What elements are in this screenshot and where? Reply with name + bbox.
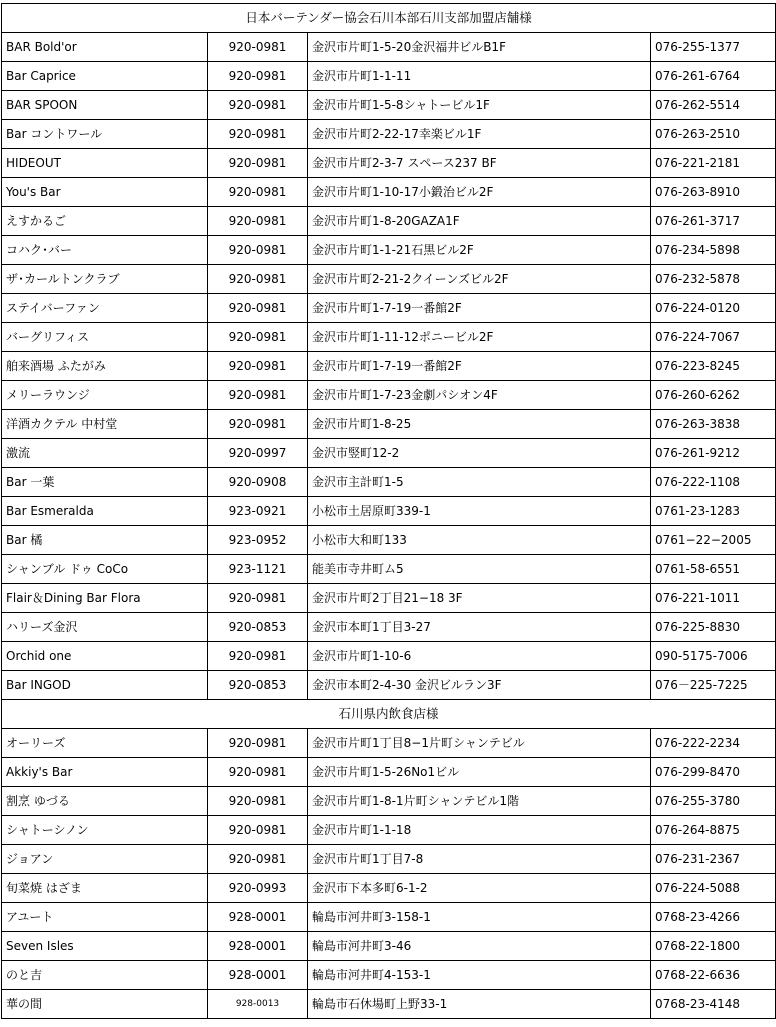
- address: 金沢市片町1-5-20金沢福井ビルB1F: [308, 33, 651, 62]
- store-name: Bar Caprice: [2, 62, 208, 91]
- postal-code: 920-0981: [208, 236, 308, 265]
- store-name: コハク･バー: [2, 236, 208, 265]
- phone-number: 076-221-2181: [651, 149, 776, 178]
- postal-code: 920-0853: [208, 671, 308, 700]
- table-row: [2, 265, 776, 294]
- store-name: 洋酒カクテル 中村堂: [2, 410, 208, 439]
- store-name: 華の間: [2, 990, 208, 1019]
- phone-number: 0761-58-6551: [651, 555, 776, 584]
- store-table: [1, 3, 776, 1019]
- table-row: [2, 33, 776, 62]
- store-name: Bar 一葉: [2, 468, 208, 497]
- phone-number: 076-234-5898: [651, 236, 776, 265]
- table-row: [2, 758, 776, 787]
- address: 金沢市片町1丁目7-8: [308, 845, 651, 874]
- table-row: [2, 816, 776, 845]
- phone-number: 0761−22−2005: [651, 526, 776, 555]
- phone-number: 076-221-1011: [651, 584, 776, 613]
- address: 金沢市片町1-10-6: [308, 642, 651, 671]
- postal-code: 920-0981: [208, 149, 308, 178]
- table-row: [2, 294, 776, 323]
- address: 金沢市片町2-3-7 スペース237 BF: [308, 149, 651, 178]
- table-row: [2, 787, 776, 816]
- store-name: ザ･カールトンクラブ: [2, 265, 208, 294]
- table-row: [2, 207, 776, 236]
- postal-code: 920-0981: [208, 787, 308, 816]
- store-name: バーグリフィス: [2, 323, 208, 352]
- phone-number: 0768-22-6636: [651, 961, 776, 990]
- store-name: 舶来酒場 ふたがみ: [2, 352, 208, 381]
- postal-code: 920-0981: [208, 352, 308, 381]
- address: 金沢市片町2丁目21−18 3F: [308, 584, 651, 613]
- phone-number: 076-299-8470: [651, 758, 776, 787]
- postal-code: 920-0981: [208, 816, 308, 845]
- phone-number: 076-261-3717: [651, 207, 776, 236]
- postal-code: 920-0981: [208, 33, 308, 62]
- store-name: Seven Isles: [2, 932, 208, 961]
- postal-code: 920-0981: [208, 845, 308, 874]
- postal-code: 920-0993: [208, 874, 308, 903]
- store-name: ジョアン: [2, 845, 208, 874]
- section-title-members: 日本バーテンダー協会石川本部石川支部加盟店舗様: [2, 4, 776, 33]
- phone-number: 076-223-8245: [651, 352, 776, 381]
- phone-number: 0768-23-4266: [651, 903, 776, 932]
- table-row: [2, 845, 776, 874]
- table-row: [2, 410, 776, 439]
- address: 金沢市片町1-11-12ポニービル2F: [308, 323, 651, 352]
- postal-code: 920-0981: [208, 410, 308, 439]
- table-row: [2, 961, 776, 990]
- store-name: Bar 橘: [2, 526, 208, 555]
- section-header-restaurants: [2, 700, 776, 729]
- phone-number: 076-224-7067: [651, 323, 776, 352]
- store-name: 激流: [2, 439, 208, 468]
- store-name: ステイバーファン: [2, 294, 208, 323]
- phone-number: 076－225-7225: [651, 671, 776, 700]
- phone-number: 0761-23-1283: [651, 497, 776, 526]
- phone-number: 076-225-8830: [651, 613, 776, 642]
- postal-code: 920-0981: [208, 294, 308, 323]
- postal-code: 920-0981: [208, 62, 308, 91]
- phone-number: 076-261-6764: [651, 62, 776, 91]
- store-name: Bar INGOD: [2, 671, 208, 700]
- section-title-restaurants: 石川県内飲食店様: [2, 700, 776, 729]
- table-row: [2, 874, 776, 903]
- table-row: [2, 323, 776, 352]
- postal-code: 920-0981: [208, 758, 308, 787]
- postal-code: 920-0981: [208, 323, 308, 352]
- address: 金沢市片町1-7-19一番館2F: [308, 352, 651, 381]
- store-name: HIDEOUT: [2, 149, 208, 178]
- postal-code: 920-0981: [208, 642, 308, 671]
- postal-code: 928-0013: [208, 990, 308, 1019]
- address: 金沢市片町1-10-17小鍛治ビル2F: [308, 178, 651, 207]
- postal-code: 920-0853: [208, 613, 308, 642]
- postal-code: 920-0981: [208, 91, 308, 120]
- address: 金沢市片町1-8-20GAZA1F: [308, 207, 651, 236]
- store-name: BAR Bold'or: [2, 33, 208, 62]
- store-name: BAR SPOON: [2, 91, 208, 120]
- address: 金沢市片町1-5-8シャトービル1F: [308, 91, 651, 120]
- phone-number: 076-262-5514: [651, 91, 776, 120]
- store-name: Orchid one: [2, 642, 208, 671]
- phone-number: 076-224-5088: [651, 874, 776, 903]
- store-name: Bar コントワール: [2, 120, 208, 149]
- table-row: [2, 236, 776, 265]
- address: 小松市土居原町339-1: [308, 497, 651, 526]
- store-name: メリーラウンジ: [2, 381, 208, 410]
- address: 金沢市片町2-22-17幸楽ビル1F: [308, 120, 651, 149]
- address: 金沢市片町1-8-25: [308, 410, 651, 439]
- table-row: [2, 671, 776, 700]
- phone-number: 076-255-1377: [651, 33, 776, 62]
- table-row: [2, 149, 776, 178]
- phone-number: 076-261-9212: [651, 439, 776, 468]
- postal-code: 920-0981: [208, 381, 308, 410]
- store-name: Bar Esmeralda: [2, 497, 208, 526]
- phone-number: 076-263-2510: [651, 120, 776, 149]
- address: 能美市寺井町ム5: [308, 555, 651, 584]
- store-name: You's Bar: [2, 178, 208, 207]
- store-name: 割烹 ゆづる: [2, 787, 208, 816]
- table-row: [2, 990, 776, 1019]
- store-name: Flair＆Dining Bar Flora: [2, 584, 208, 613]
- postal-code: 920-0981: [208, 265, 308, 294]
- address: 輪島市石休場町上野33-1: [308, 990, 651, 1019]
- phone-number: 0768-23-4148: [651, 990, 776, 1019]
- table-row: [2, 381, 776, 410]
- phone-number: 076-255-3780: [651, 787, 776, 816]
- address: 金沢市片町1-7-19一番館2F: [308, 294, 651, 323]
- phone-number: 076-222-1108: [651, 468, 776, 497]
- store-table-body: [2, 4, 776, 1019]
- postal-code: 920-0981: [208, 729, 308, 758]
- table-row: [2, 584, 776, 613]
- store-name: のと吉: [2, 961, 208, 990]
- address: 金沢市片町1-1-21石黒ビル2F: [308, 236, 651, 265]
- phone-number: 0768-22-1800: [651, 932, 776, 961]
- phone-number: 076-232-5878: [651, 265, 776, 294]
- table-row: [2, 642, 776, 671]
- store-name: オーリーズ: [2, 729, 208, 758]
- postal-code: 920-0981: [208, 584, 308, 613]
- table-row: [2, 439, 776, 468]
- postal-code: 928-0001: [208, 932, 308, 961]
- address: 金沢市片町1-8-1片町シャンテビル1階: [308, 787, 651, 816]
- store-name: シャンブル ドゥ CoCo: [2, 555, 208, 584]
- address: 金沢市片町1-5-26No1ビル: [308, 758, 651, 787]
- address: 金沢市本町1丁目3-27: [308, 613, 651, 642]
- table-row: [2, 555, 776, 584]
- address: 小松市大和町133: [308, 526, 651, 555]
- table-row: [2, 497, 776, 526]
- phone-number: 076-260-6262: [651, 381, 776, 410]
- table-row: [2, 729, 776, 758]
- postal-code: 923-1121: [208, 555, 308, 584]
- store-name: Akkiy's Bar: [2, 758, 208, 787]
- table-row: [2, 120, 776, 149]
- address: 金沢市片町1-1-11: [308, 62, 651, 91]
- postal-code: 923-0921: [208, 497, 308, 526]
- address: 金沢市片町1-1-18: [308, 816, 651, 845]
- table-row: [2, 903, 776, 932]
- phone-number: 090-5175-7006: [651, 642, 776, 671]
- phone-number: 076-222-2234: [651, 729, 776, 758]
- store-name: 旬菜焼 はざま: [2, 874, 208, 903]
- address: 金沢市本町2-4-30 金沢ビルラン3F: [308, 671, 651, 700]
- table-row: [2, 526, 776, 555]
- postal-code: 920-0997: [208, 439, 308, 468]
- postal-code: 920-0981: [208, 120, 308, 149]
- postal-code: 920-0981: [208, 178, 308, 207]
- table-row: [2, 178, 776, 207]
- address: 金沢市片町1丁目8−1片町シャンテビル: [308, 729, 651, 758]
- table-row: [2, 62, 776, 91]
- postal-code: 928-0001: [208, 961, 308, 990]
- phone-number: 076-231-2367: [651, 845, 776, 874]
- phone-number: 076-224-0120: [651, 294, 776, 323]
- store-name: ハリーズ金沢: [2, 613, 208, 642]
- table-row: [2, 613, 776, 642]
- store-name: アユート: [2, 903, 208, 932]
- phone-number: 076-264-8875: [651, 816, 776, 845]
- postal-code: 928-0001: [208, 903, 308, 932]
- table-row: [2, 468, 776, 497]
- phone-number: 076-263-3838: [651, 410, 776, 439]
- phone-number: 076-263-8910: [651, 178, 776, 207]
- postal-code: 923-0952: [208, 526, 308, 555]
- address: 金沢市主計町1-5: [308, 468, 651, 497]
- address: 輪島市河井町4-153-1: [308, 961, 651, 990]
- table-row: [2, 932, 776, 961]
- address: 金沢市片町1-7-23金劇パシオン4F: [308, 381, 651, 410]
- store-name: えすかるご: [2, 207, 208, 236]
- postal-code: 920-0908: [208, 468, 308, 497]
- table-row: [2, 91, 776, 120]
- table-row: [2, 352, 776, 381]
- section-header-members: [2, 4, 776, 33]
- address: 金沢市片町2-21-2クイーンズビル2F: [308, 265, 651, 294]
- address: 輪島市河井町3-158-1: [308, 903, 651, 932]
- postal-code: 920-0981: [208, 207, 308, 236]
- address: 金沢市下本多町6-1-2: [308, 874, 651, 903]
- address: 輪島市河井町3-46: [308, 932, 651, 961]
- store-name: シャトーシノン: [2, 816, 208, 845]
- address: 金沢市竪町12-2: [308, 439, 651, 468]
